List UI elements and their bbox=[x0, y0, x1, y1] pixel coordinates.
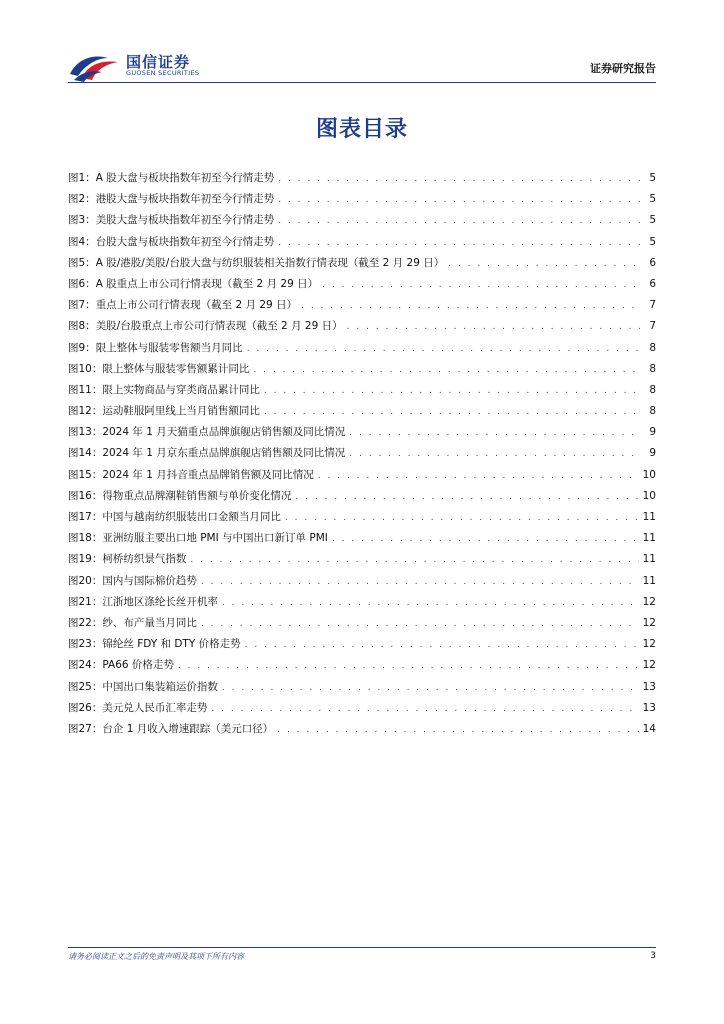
toc-entry-title: 中国与越南纺织服装出口金额当月同比 bbox=[102, 511, 281, 523]
toc-entry-page: 12 bbox=[642, 638, 656, 651]
toc-entry-title: 美股/台股重点上市公司行情表现（截至 2 月 29 日） bbox=[95, 320, 343, 333]
toc-leader-dots bbox=[332, 529, 639, 550]
toc-entry-label: 图8： bbox=[68, 320, 96, 333]
toc-entry-page: 8 bbox=[649, 362, 656, 375]
toc-entry[interactable] bbox=[68, 528, 656, 549]
toc-entry[interactable] bbox=[68, 401, 656, 422]
guosen-logo bbox=[68, 50, 228, 82]
toc-entry-label: 图2： bbox=[68, 193, 96, 206]
toc-entry-title: 2024 年 1 月抖音重点品牌销售额及同比情况 bbox=[102, 468, 314, 481]
toc-entry[interactable] bbox=[68, 549, 656, 570]
toc-entry-title: 美股大盘与板块指数年初至今行情走势 bbox=[95, 214, 275, 227]
page-header bbox=[68, 50, 656, 84]
toc-entry[interactable] bbox=[68, 338, 656, 359]
logo-chinese-name: 国信证券 bbox=[126, 53, 191, 71]
toc-leader-dots bbox=[253, 360, 640, 381]
toc-leader-dots bbox=[347, 317, 640, 338]
toc-entry-page: 5 bbox=[649, 235, 656, 248]
toc-entry[interactable] bbox=[68, 465, 656, 486]
toc-entry-label: 图19： bbox=[68, 553, 103, 566]
toc-entry[interactable] bbox=[68, 571, 656, 592]
toc-leader-dots bbox=[201, 572, 639, 593]
toc-entry-page: 8 bbox=[649, 405, 656, 418]
toc-entry[interactable] bbox=[68, 359, 656, 380]
toc-leader-dots bbox=[318, 466, 639, 487]
toc-leader-dots bbox=[201, 614, 639, 635]
toc-entry-label: 图7： bbox=[68, 299, 96, 312]
toc-entry-title: 2024 年 1 月京东重点品牌旗舰店销售额及同比情况 bbox=[102, 447, 346, 460]
table-of-figures bbox=[68, 168, 656, 740]
toc-leader-dots bbox=[278, 211, 640, 232]
toc-entry-page: 10 bbox=[642, 468, 656, 481]
toc-entry[interactable] bbox=[68, 443, 656, 464]
toc-entry-page: 13 bbox=[642, 680, 656, 693]
toc-entry-page: 5 bbox=[649, 214, 656, 227]
toc-entry-title: 台股大盘与板块指数年初至今行情走势 bbox=[95, 235, 275, 248]
toc-entry-page: 7 bbox=[649, 299, 656, 312]
toc-leader-dots bbox=[222, 678, 639, 699]
toc-entry[interactable] bbox=[68, 232, 656, 253]
toc-entry-page: 6 bbox=[649, 256, 656, 269]
toc-leader-dots bbox=[295, 487, 638, 508]
toc-leader-dots bbox=[322, 275, 640, 296]
toc-entry-title: 得物重点品牌潮鞋销售额与单价变化情况 bbox=[102, 489, 292, 502]
toc-entry-title: 限上整体与服装零售额当月同比 bbox=[95, 341, 243, 354]
toc-entry-title: 江浙地区涤纶长丝开机率 bbox=[102, 595, 218, 608]
toc-entry-label: 图25： bbox=[68, 680, 103, 693]
page-number: 3 bbox=[650, 951, 656, 961]
toc-leader-dots bbox=[301, 296, 640, 317]
toc-entry[interactable] bbox=[68, 422, 656, 443]
toc-entry-label: 图6： bbox=[68, 277, 96, 290]
toc-entry[interactable] bbox=[68, 380, 656, 401]
toc-entry-title: PA66 价格走势 bbox=[102, 659, 174, 672]
toc-leader-dots bbox=[277, 720, 638, 741]
toc-entry[interactable] bbox=[68, 507, 656, 528]
toc-entry-page: 9 bbox=[649, 447, 656, 460]
toc-entry-label: 图23： bbox=[68, 638, 103, 651]
toc-entry-title: 纱、布产量当月同比 bbox=[102, 616, 197, 629]
toc-entry[interactable] bbox=[68, 634, 656, 655]
toc-entry-title: 港股大盘与板块指数年初至今行情走势 bbox=[95, 193, 275, 206]
toc-entry-title: 2024 年 1 月天猫重点品牌旗舰店销售额及同比情况 bbox=[102, 426, 346, 439]
toc-entry-label: 图3： bbox=[68, 214, 96, 227]
toc-leader-dots bbox=[278, 190, 640, 211]
toc-entry[interactable] bbox=[68, 274, 656, 295]
toc-entry-title: A 股重点上市公司行情表现（截至 2 月 29 日） bbox=[95, 277, 319, 290]
toc-entry-page: 13 bbox=[642, 701, 656, 714]
toc-entry-title: A 股大盘与板块指数年初至今行情走势 bbox=[95, 172, 275, 184]
toc-entry[interactable] bbox=[68, 253, 656, 274]
guosen-logo-icon bbox=[68, 52, 122, 82]
toc-leader-dots bbox=[178, 656, 639, 677]
toc-entry-label: 图17： bbox=[68, 511, 103, 523]
toc-leader-dots bbox=[247, 339, 640, 360]
toc-entry-label: 图14： bbox=[68, 447, 103, 460]
toc-entry-title: 重点上市公司行情表现（截至 2 月 29 日） bbox=[95, 299, 298, 312]
toc-entry-page: 11 bbox=[642, 553, 656, 566]
toc-entry[interactable] bbox=[68, 655, 656, 676]
toc-entry-label: 图1： bbox=[68, 172, 96, 184]
toc-entry-page: 6 bbox=[649, 277, 656, 290]
toc-entry-title: 限上实物商品与穿类商品累计同比 bbox=[102, 383, 260, 396]
toc-entry[interactable] bbox=[68, 189, 656, 210]
toc-entry-title: 亚洲纺服主要出口地 PMI 与中国出口新订单 PMI bbox=[102, 532, 328, 545]
toc-leader-dots bbox=[264, 402, 640, 423]
footer-divider bbox=[68, 947, 656, 948]
toc-entry[interactable] bbox=[68, 698, 656, 719]
disclaimer: 请务必阅读正文之后的免责声明及其项下所有内容 bbox=[68, 952, 244, 961]
toc-leader-dots bbox=[349, 444, 640, 465]
toc-entry-page: 8 bbox=[649, 383, 656, 396]
toc-entry-page: 12 bbox=[642, 659, 656, 672]
toc-entry-page: 11 bbox=[642, 532, 656, 545]
toc-entry-page: 12 bbox=[642, 616, 656, 629]
toc-entry-page: 11 bbox=[642, 574, 656, 587]
toc-entry-label: 图16： bbox=[68, 489, 103, 502]
header-divider bbox=[68, 82, 656, 83]
toc-entry-title: 台企 1 月收入增速跟踪（美元口径） bbox=[102, 722, 274, 735]
toc-entry[interactable] bbox=[68, 210, 656, 231]
toc-entry-label: 图15： bbox=[68, 468, 103, 481]
toc-leader-dots bbox=[349, 423, 640, 444]
toc-entry-label: 图24： bbox=[68, 659, 103, 672]
toc-leader-dots bbox=[448, 254, 640, 275]
toc-entry[interactable] bbox=[68, 677, 656, 698]
toc-entry-label: 图27： bbox=[68, 722, 103, 735]
toc-entry-title: 柯桥纺织景气指数 bbox=[102, 553, 187, 566]
logo-english-name: GUOSEN SECURITIES bbox=[126, 69, 200, 77]
toc-leader-dots bbox=[245, 635, 639, 656]
toc-entry-page: 14 bbox=[642, 722, 656, 735]
toc-leader-dots bbox=[211, 699, 638, 720]
toc-leader-dots bbox=[285, 508, 639, 529]
toc-entry-label: 图11： bbox=[68, 383, 103, 396]
toc-entry-label: 图22： bbox=[68, 616, 103, 629]
toc-entry[interactable] bbox=[68, 613, 656, 634]
toc-entry-page: 9 bbox=[649, 426, 656, 439]
toc-entry-page: 8 bbox=[649, 341, 656, 354]
toc-entry-page: 7 bbox=[649, 320, 656, 333]
toc-entry-label: 图10： bbox=[68, 362, 103, 375]
toc-leader-dots bbox=[190, 550, 638, 571]
toc-leader-dots bbox=[278, 169, 640, 190]
toc-entry[interactable] bbox=[68, 316, 656, 337]
toc-entry-label: 图26： bbox=[68, 701, 103, 714]
toc-entry-page: 5 bbox=[649, 193, 656, 206]
toc-entry-title: 运动鞋服阿里线上当月销售额同比 bbox=[102, 405, 260, 418]
toc-entry-title: 锦纶丝 FDY 和 DTY 价格走势 bbox=[102, 638, 241, 651]
toc-entry-label: 图5： bbox=[68, 256, 96, 269]
toc-entry-title: 美元兑人民币汇率走势 bbox=[102, 701, 208, 714]
toc-entry-label: 图13： bbox=[68, 426, 103, 439]
toc-entry-label: 图9： bbox=[68, 341, 96, 354]
toc-entry-page: 11 bbox=[642, 511, 656, 523]
toc-leader-dots bbox=[278, 233, 640, 254]
toc-leader-dots bbox=[222, 593, 639, 614]
toc-entry-page: 10 bbox=[642, 489, 656, 502]
toc-entry[interactable] bbox=[68, 168, 656, 189]
toc-entry[interactable] bbox=[68, 719, 656, 740]
toc-entry-label: 图18： bbox=[68, 532, 103, 545]
toc-entry-page: 12 bbox=[642, 595, 656, 608]
toc-entry-page: 5 bbox=[649, 172, 656, 184]
toc-entry-title: 限上整体与服装零售额累计同比 bbox=[102, 362, 250, 375]
toc-entry-title: 国内与国际棉价趋势 bbox=[102, 574, 197, 587]
toc-entry-label: 图4： bbox=[68, 235, 96, 248]
page-title: 图表目录 bbox=[315, 117, 408, 142]
report-type: 证券研究报告 bbox=[590, 62, 656, 75]
toc-leader-dots bbox=[264, 381, 640, 402]
toc-entry[interactable] bbox=[68, 592, 656, 613]
toc-entry-label: 图12： bbox=[68, 405, 103, 418]
toc-entry[interactable] bbox=[68, 486, 656, 507]
toc-entry[interactable] bbox=[68, 295, 656, 316]
toc-entry-label: 图20： bbox=[68, 574, 103, 587]
toc-entry-label: 图21： bbox=[68, 595, 103, 608]
toc-entry-title: A 股/港股/美股/台股大盘与纺织服装相关指数行情表现（截至 2 月 29 日） bbox=[95, 256, 445, 269]
toc-entry-title: 中国出口集装箱运价指数 bbox=[102, 680, 218, 693]
